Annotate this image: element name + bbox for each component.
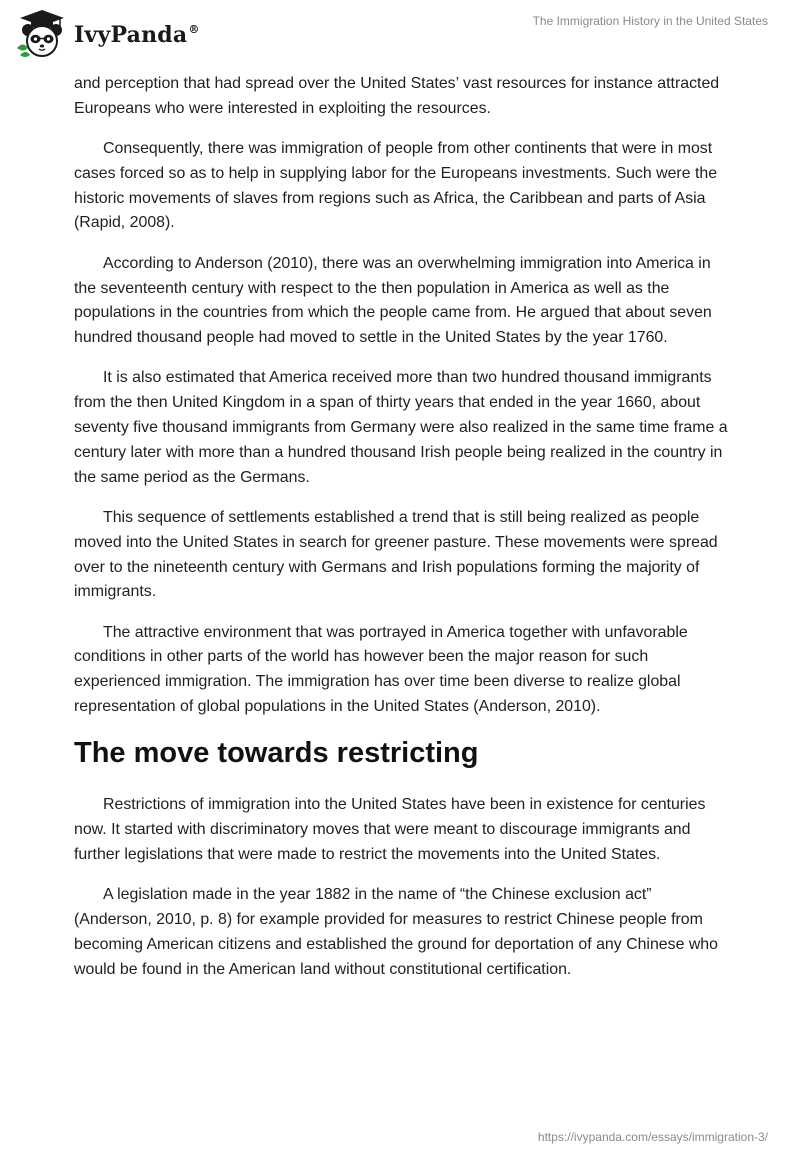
essay-content: [74, 72, 730, 998]
logo-wordmark: IvyPanda®: [74, 22, 200, 48]
paragraph-2: Consequently, there was immigration of people from other continents that were in most cases forced so as to help in supplying labor for the Europeans investments. Such were the historic movements of slaves from regions such as Africa, the Caribbean and parts of Asia (Rapid, 2008).: [74, 140, 718, 232]
paragraph-1: and perception that had spread over the United States’ vast resources for instance attracted Europeans who were interested in exploiting the resources.: [74, 75, 720, 117]
ivypanda-logo[interactable]: [14, 8, 200, 60]
paragraph-3: According to Anderson (2010), there was an overwhelming immigration into America in the seventeenth century with respect to the then population in America as well as the populations in the countries from which the people came from. He argued that about seven hundred thousand people had moved to settle in the United States by the year 1760.: [74, 254, 712, 347]
registered-mark: ®: [188, 23, 200, 36]
document-title: The Immigration History in the United States: [532, 14, 768, 28]
section-heading: The move towards restricting: [74, 737, 479, 770]
paragraph-5: This sequence of settlements established a trend that is still being realized as people moved into the United States in search for greener pasture. These movements were spread over to the nineteenth century with Germans and Irish populations forming the majority of immigrants.: [74, 508, 718, 601]
paragraph-8: A legislation made in the year 1882 in the name of “the Chinese exclusion act” (Anderson, 2010, p. 8) for example provided for measures to restrict Chinese people from becoming American citizens and established the ground for deportation of any Chinese who would be found in the American land without constitutional certification.: [74, 886, 718, 978]
paragraph-7: Restrictions of immigration into the United States have been in existence for centuries now. It started with discriminatory moves that were meant to discourage immigrants and further legislations that were made to restrict the movements into the United States.: [74, 796, 706, 863]
paragraph-6: The attractive environment that was portrayed in America together with unfavorable conditions in other parts of the world has however been the major reason for such experienced immigration. The immigration has over time been diverse to realize global representation of global populations in the United States (Anderson, 2010).: [74, 623, 688, 716]
paragraph-4: It is also estimated that America received more than two hundred thousand immigrants from the then United Kingdom in a span of thirty years that ended in the year 1660, about seventy five thousand immigrants from Germany were also realized in the same time frame a century later with more than a hundred thousand Irish people being realized in the country in the same period as the Germans.: [74, 369, 728, 486]
source-url[interactable]: https://ivypanda.com/essays/immigration-3/: [537, 1130, 768, 1144]
panda-mascot-icon: [14, 8, 70, 60]
page-header: [0, 0, 800, 70]
